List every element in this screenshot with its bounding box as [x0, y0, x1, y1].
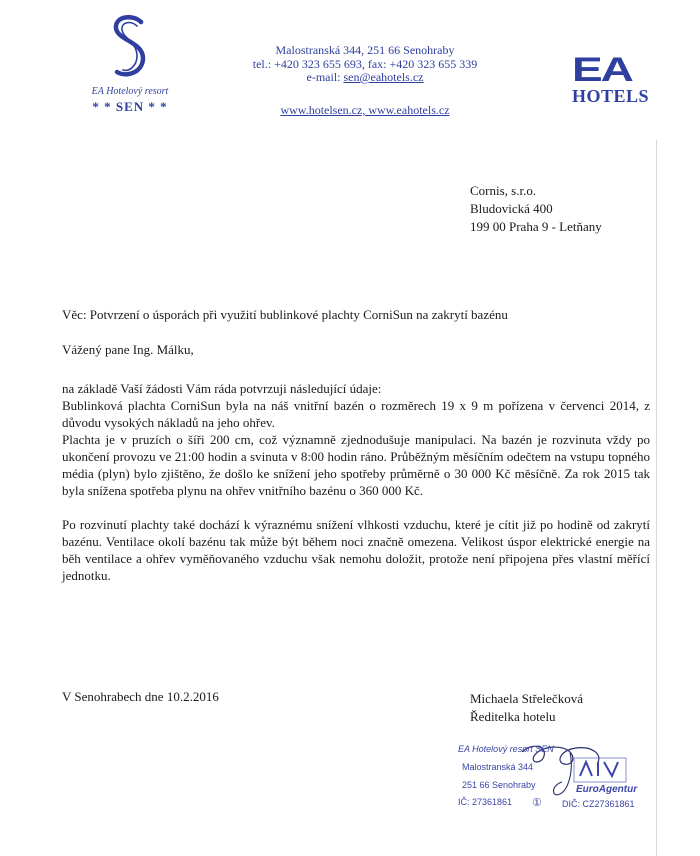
body-paragraph-1 [62, 380, 650, 431]
resort-sen: * * SEN * * [92, 99, 168, 114]
letter-subject: Věc: Potvrzení o úsporách při využití bublinkové plachty CorniSun na zakrytí bazénu [62, 307, 508, 322]
resort-name: EA Hotelový resort [91, 86, 169, 97]
body-p1-text: Bublinková plachta CorniSun byla na náš vnitřní bazén o rozměrech 19 x 9 m pořízena v červenci 2014, z důvodu vysokých nákladů na jeho ohřev. [62, 398, 650, 430]
stamp-dic: DIČ: CZ27361861 [562, 799, 635, 809]
recipient-address [470, 182, 602, 236]
company-stamp [452, 742, 662, 812]
recipient-company: Cornis, s.r.o. [470, 183, 537, 198]
recipient-street: Bludovická 400 [470, 201, 553, 216]
stamp-ic: IČ: 27361861 [458, 797, 513, 807]
email-label: e-mail: [306, 70, 344, 84]
recipient-city: 199 00 Praha 9 - Letňany [470, 219, 602, 234]
signatory-name: Michaela Střelečková [470, 691, 583, 706]
signature-block [470, 690, 583, 726]
ea-hotels-logo [572, 40, 700, 107]
address-line: Malostranská 344, 251 66 Senohraby [275, 43, 455, 57]
signatory-title: Ředitelka hotelu [470, 709, 556, 724]
swan-s-logo-icon [107, 12, 153, 84]
stamp-street: Malostranská 344 [462, 762, 534, 772]
body-paragraph-2 [62, 431, 650, 499]
resort-logo [80, 12, 180, 115]
ea-brand-text: EA [572, 49, 632, 89]
stamp-name: EA Hotelový resort SEN [458, 744, 554, 754]
letter-greeting: Vážený pane Ing. Málku, [62, 342, 194, 357]
body-p2-text: Plachta je v pruzích o šíři 200 cm, což významně zjednodušuje manipulaci. Na bazén je rozvinuta vždy po ukončení provozu ve 21:00 hodin a svinuta v 8:00 hodin ráno. Průběžným měsíčním odečtem na vstupu topného média (plyn) bylo zjištěno, že došlo ke snížení jeho spotřeby průměrně o 30 000 Kč měsíčně. Za rok 2015 tak byla snížena spotřeba plynu na ohřev vnitřního bazénu o 360 000 Kč. [62, 432, 650, 498]
email-link[interactable]: sen@eahotels.cz [343, 70, 424, 84]
body-intro-line: na základě Vaší žádosti Vám ráda potvrzuji následující údaje: [62, 381, 382, 396]
email-line [215, 71, 515, 85]
body-p3-text: Po rozvinutí plachty také dochází k výraznému snížení vlhkosti vzduchu, které je cítit již po hodině od zakrytí bazénu. Ventilace okolí bazénu tak může být během noci značně omezena. Velikost úspor elektrické energie na běh ventilace a ohřev vyměňovaného vzduchu však nemohu doložit, protože není připojena přes vlastní měřící jednotku. [62, 517, 650, 583]
hotels-brand-text: HOTELS [572, 86, 650, 106]
place-date: V Senohrabech dne 10.2.2016 [62, 689, 219, 704]
contact-block [215, 44, 515, 85]
phone-fax-line: tel.: +420 323 655 693, fax: +420 323 655 339 [252, 56, 478, 71]
stamp-circle-mark: ① [532, 797, 542, 809]
websites-link[interactable]: www.hotelsen.cz, www.eahotels.cz [280, 103, 450, 117]
stamp-brand: EuroAgentur [576, 784, 638, 795]
stamp-city: 251 66 Senohraby [462, 780, 536, 790]
body-paragraph-3 [62, 516, 650, 584]
